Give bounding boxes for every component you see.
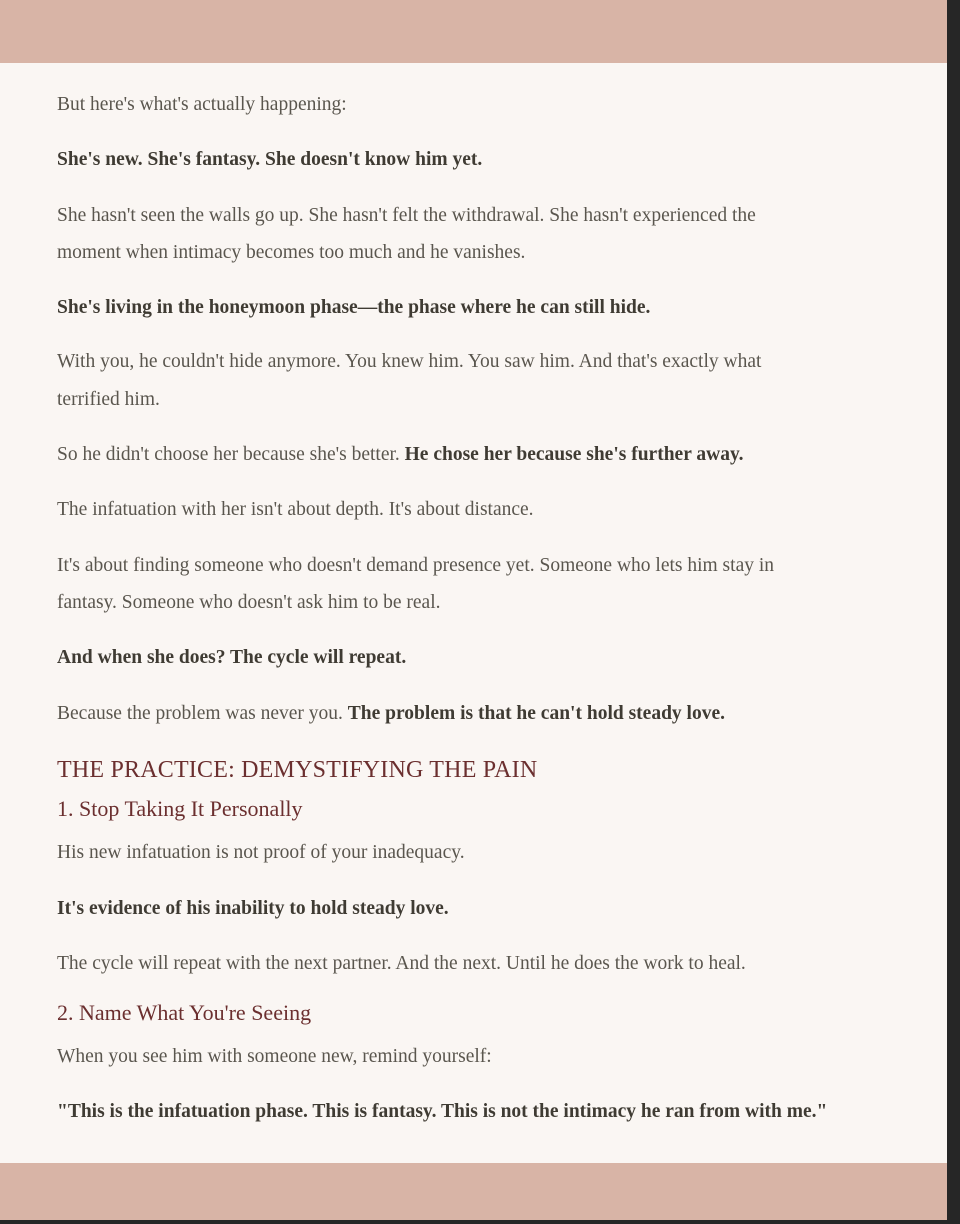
paragraph bbox=[57, 695, 725, 732]
header-band bbox=[0, 0, 947, 63]
bold-paragraph: She's new. She's fantasy. She doesn't know him yet. bbox=[57, 149, 483, 170]
bold-paragraph: It's evidence of his inability to hold steady love. bbox=[57, 898, 449, 919]
paragraph-line: It's about finding someone who doesn't demand presence yet. Someone who lets him stay in bbox=[57, 555, 775, 576]
paragraph: The infatuation with her isn't about depth. It's about distance. bbox=[57, 499, 534, 520]
plain-text: Because the problem was never you. bbox=[57, 703, 343, 724]
paragraph-line: fantasy. Someone who doesn't ask him to be real. bbox=[57, 592, 441, 613]
step-heading: 1. Stop Taking It Personally bbox=[57, 796, 303, 821]
paragraph: His new infatuation is not proof of your inadequacy. bbox=[57, 842, 465, 863]
paragraph-line: terrified him. bbox=[57, 389, 160, 410]
section-heading: THE PRACTICE: DEMYSTIFYING THE PAIN bbox=[57, 757, 538, 783]
bold-paragraph: And when she does? The cycle will repeat. bbox=[57, 647, 407, 668]
paragraph: When you see him with someone new, remind yourself: bbox=[57, 1046, 492, 1067]
step-heading: 2. Name What You're Seeing bbox=[57, 1000, 312, 1025]
paragraph-line: moment when intimacy becomes too much and he vanishes. bbox=[57, 242, 526, 263]
plain-text: So he didn't choose her because she's better. bbox=[57, 444, 400, 465]
footer-band bbox=[0, 1163, 947, 1220]
bold-text: He chose her because she's further away. bbox=[404, 444, 744, 465]
paragraph: But here's what's actually happening: bbox=[57, 94, 347, 115]
bold-paragraph: She's living in the honeymoon phase—the phase where he can still hide. bbox=[57, 297, 651, 318]
scrollbar[interactable] bbox=[947, 0, 960, 1224]
bold-text: The problem is that he can't hold steady love. bbox=[347, 703, 725, 724]
quote-paragraph: "This is the infatuation phase. This is fantasy. This is not the intimacy he ran from with me." bbox=[57, 1101, 828, 1122]
paragraph-line: With you, he couldn't hide anymore. You knew him. You saw him. And that's exactly what bbox=[57, 351, 762, 372]
paragraph: The cycle will repeat with the next partner. And the next. Until he does the work to heal. bbox=[57, 953, 746, 974]
paragraph-line: She hasn't seen the walls go up. She hasn't felt the withdrawal. She hasn't experienced the bbox=[57, 205, 756, 226]
paragraph bbox=[57, 436, 744, 473]
